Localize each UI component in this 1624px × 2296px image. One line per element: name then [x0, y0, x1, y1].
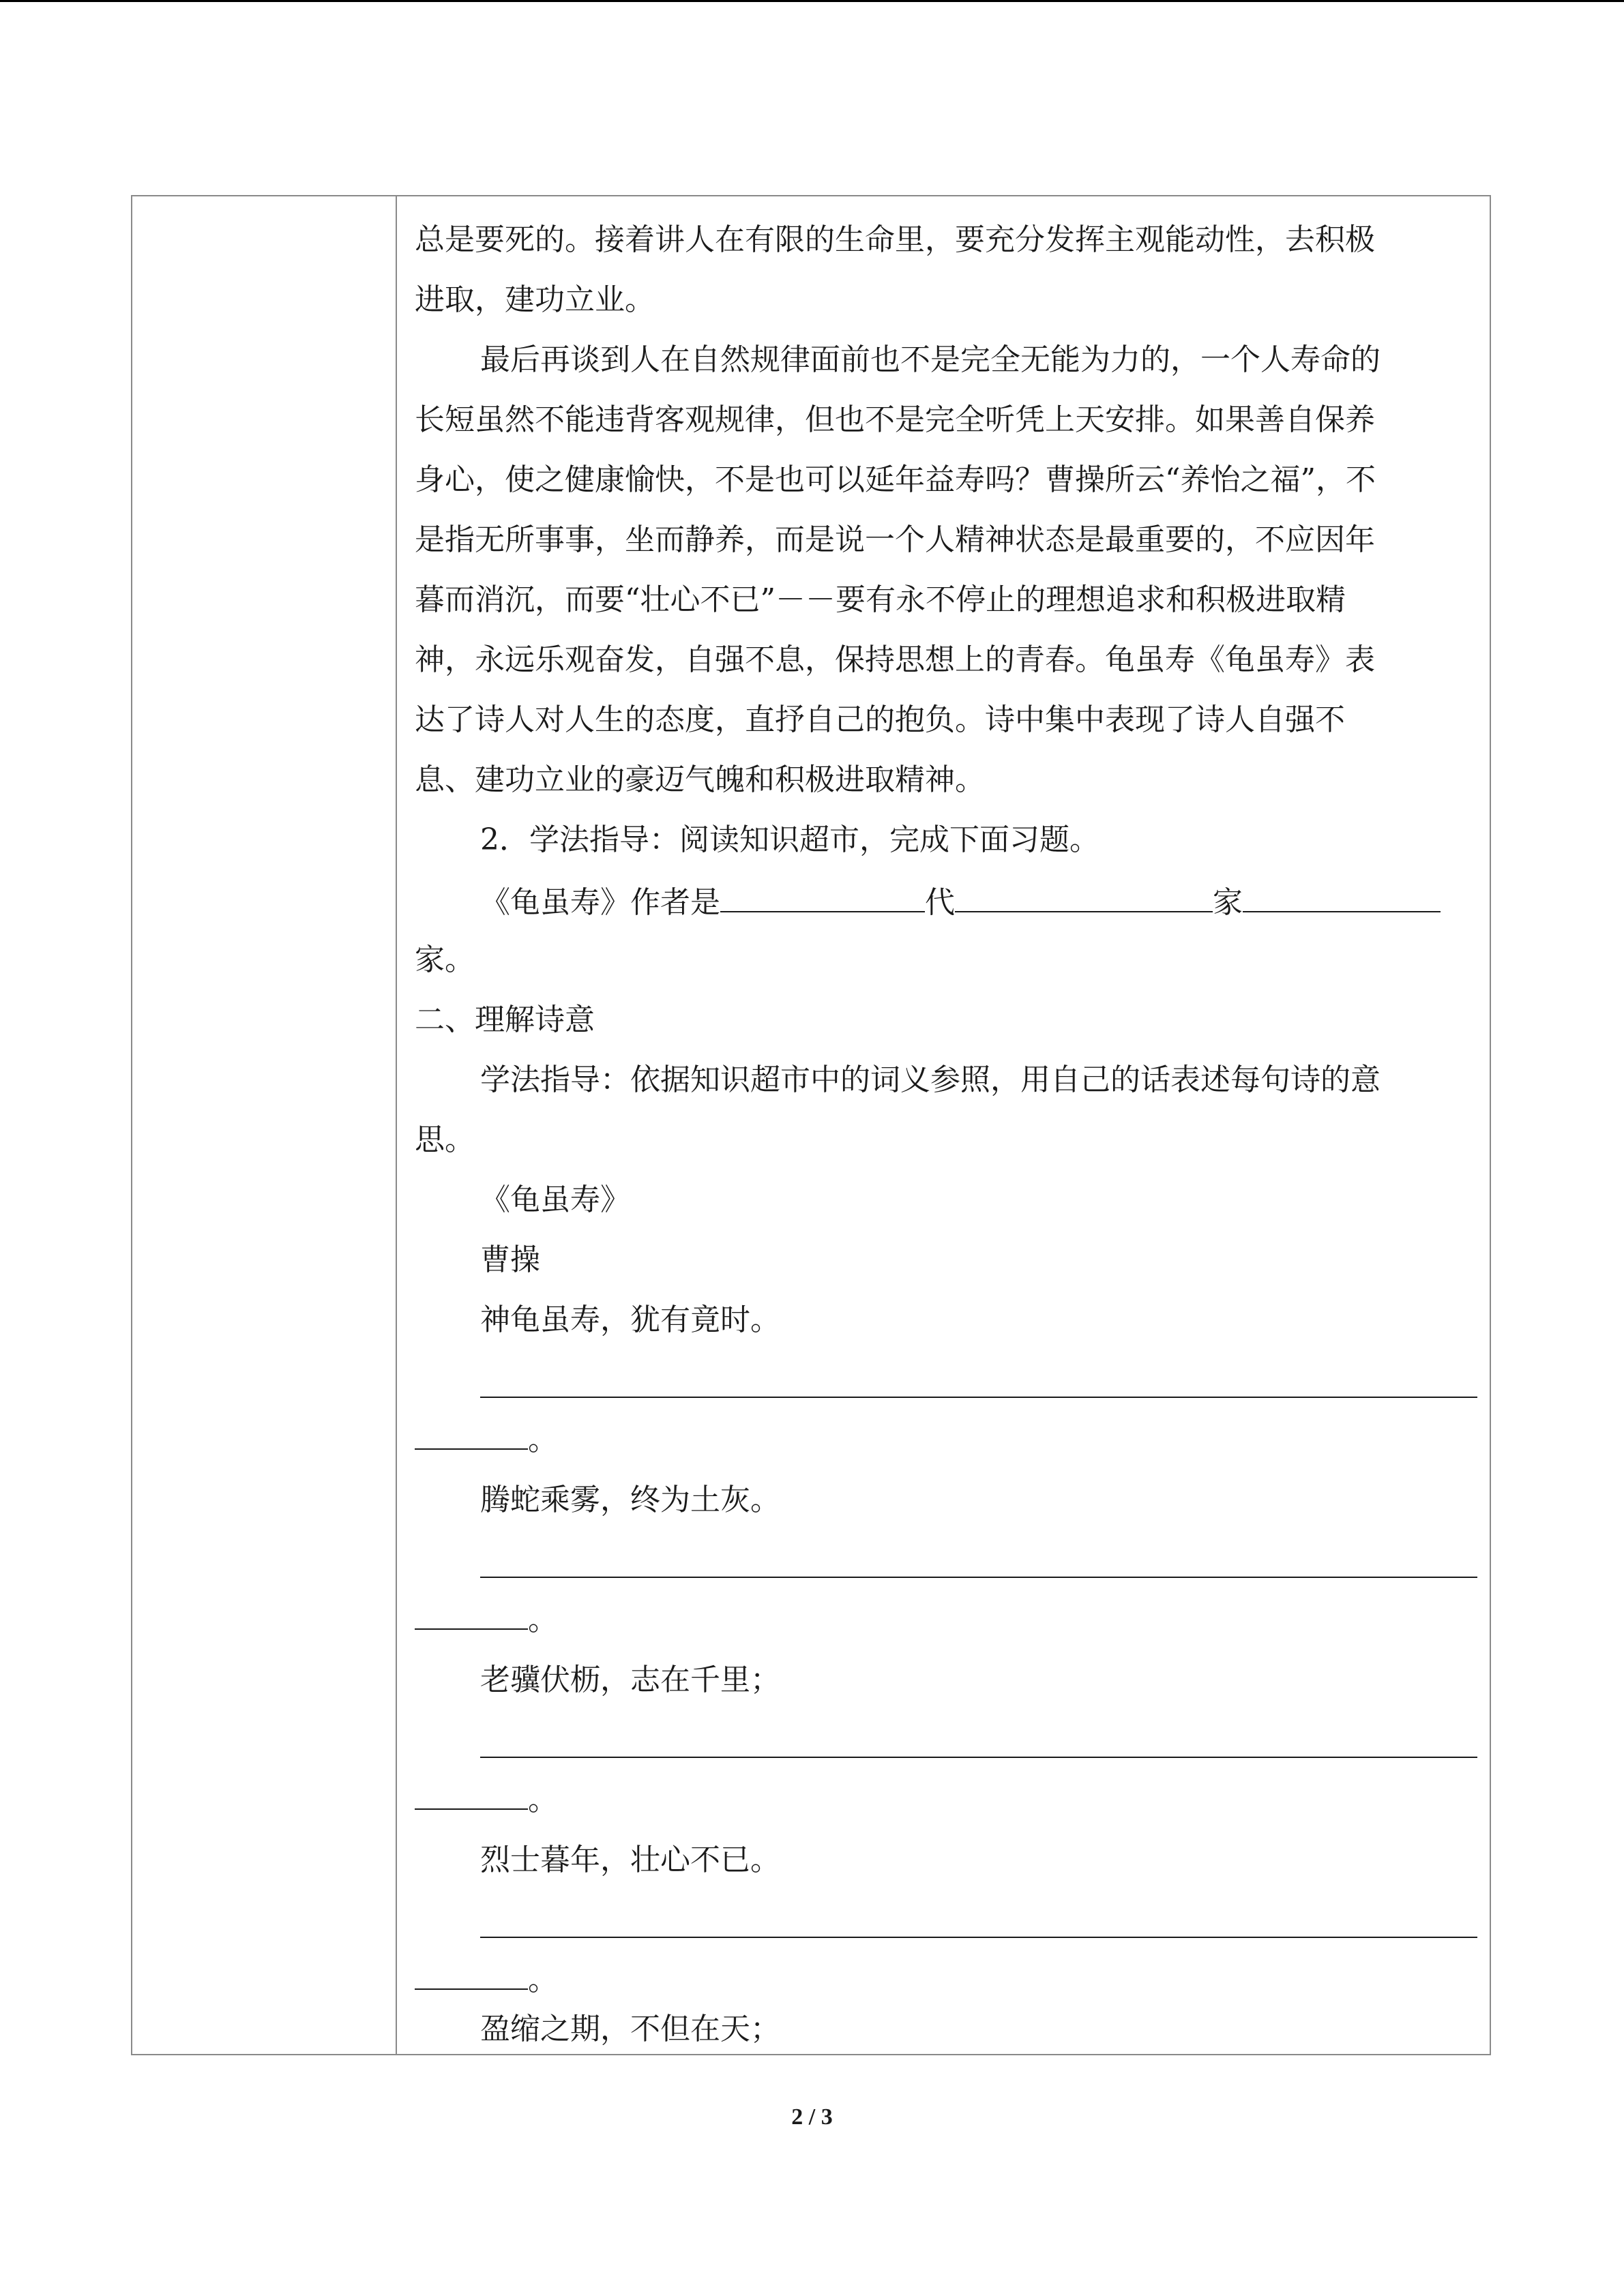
fill-in-end: 家。 — [415, 942, 475, 977]
answer-line-tail[interactable] — [415, 1961, 528, 1990]
answer-line-end — [415, 1960, 558, 2001]
answer-line-tail[interactable] — [415, 1781, 528, 1810]
paragraph-line: 最后再谈到人在自然规律面前也不是完全无能为力的，一个人寿命的 — [480, 342, 1381, 377]
poem-line: 神龟虽寿，犹有竟时。 — [480, 1302, 780, 1337]
paragraph-line: 是指无所事事，坐而静养，而是说一个人精神状态是最重要的，不应因年 — [415, 522, 1375, 557]
answer-line[interactable] — [480, 1937, 1477, 1938]
table-column-divider — [396, 195, 397, 2055]
paragraph-line: 总是要死的。接着讲人在有限的生命里，要充分发挥主观能动性，去积极 — [415, 222, 1375, 257]
fill-prefix: 《龟虽寿》作者是 — [480, 885, 720, 920]
worksheet-content-cell — [415, 195, 1479, 2054]
role-blank[interactable] — [1243, 880, 1441, 912]
answer-period: 。 — [528, 1602, 558, 1637]
fill-in-question — [480, 880, 1441, 921]
poem-line: 烈士暮年，壮心不已。 — [480, 1843, 780, 1877]
answer-line-tail[interactable] — [415, 1421, 528, 1450]
answer-line[interactable] — [480, 1757, 1477, 1758]
answer-line-tail[interactable] — [415, 1601, 528, 1630]
answer-line[interactable] — [480, 1397, 1477, 1398]
answer-period: 。 — [528, 1963, 558, 1997]
fill-dynasty-suffix: 代 — [925, 885, 955, 920]
study-guide-2: 2．学法指导：阅读知识超市，完成下面习题。 — [480, 822, 1099, 857]
poem-line: 盈缩之期，不但在天； — [480, 2012, 780, 2046]
paragraph-line: 进取，建功立业。 — [415, 282, 655, 317]
dynasty-blank[interactable] — [720, 880, 925, 912]
paragraph-line: 暮而消沉，而要“壮心不已”－－要有永不停止的理想追求和积极进取精 — [415, 582, 1346, 617]
answer-line-end — [415, 1780, 558, 1821]
answer-period: 。 — [528, 1422, 558, 1457]
study-guide-line: 学法指导：依据知识超市中的词义参照，用自己的话表述每句诗的意 — [480, 1062, 1381, 1097]
answer-line-end — [415, 1420, 558, 1461]
poem-title: 《龟虽寿》 — [480, 1182, 630, 1217]
top-border-rule — [0, 0, 1624, 2]
answer-line[interactable] — [480, 1577, 1477, 1578]
answer-period: 。 — [528, 1783, 558, 1817]
paragraph-line: 长短虽然不能违背客观规律，但也不是完全听凭上天安排。如果善自保养 — [415, 402, 1375, 437]
fill-role-suffix: 家 — [1213, 885, 1243, 920]
poem-line: 腾蛇乘雾，终为土灰。 — [480, 1482, 780, 1517]
answer-line-end — [415, 1600, 558, 1641]
paragraph-line: 神，永远乐观奋发，自强不息，保持思想上的青春。龟虽寿《龟虽寿》表 — [415, 642, 1375, 677]
poem-line: 老骥伏枥，志在千里； — [480, 1663, 780, 1697]
page-number: 2 / 3 — [791, 2104, 833, 2130]
poem-author: 曹操 — [480, 1242, 540, 1277]
identity-blank[interactable] — [955, 880, 1213, 912]
section-heading: 二、理解诗意 — [415, 1002, 595, 1037]
study-guide-line: 思。 — [415, 1122, 475, 1157]
paragraph-line: 身心，使之健康愉快，不是也可以延年益寿吗？曹操所云“养怡之福”，不 — [415, 462, 1376, 497]
paragraph-line: 息、建功立业的豪迈气魄和积极进取精神。 — [415, 762, 985, 797]
paragraph-line: 达了诗人对人生的态度，直抒自己的抱负。诗中集中表现了诗人自强不 — [415, 702, 1345, 737]
